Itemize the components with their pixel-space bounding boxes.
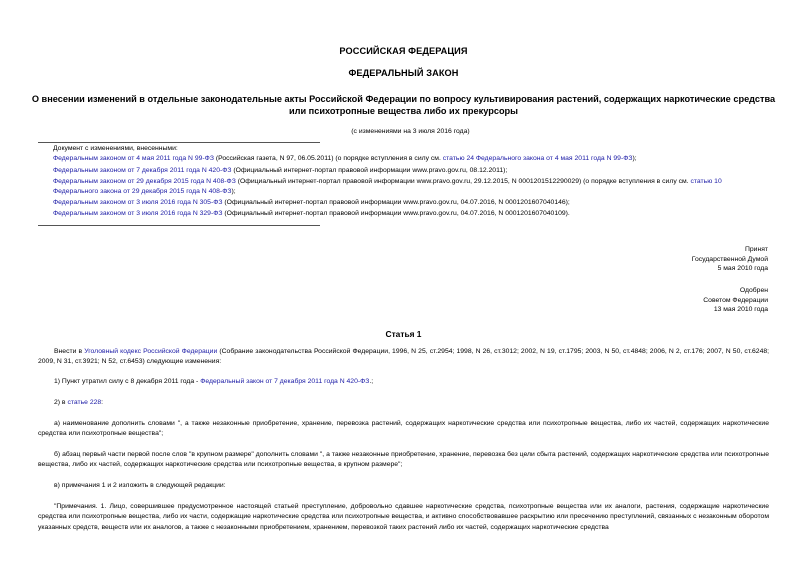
change-link-2[interactable]: Федеральным законом от 7 декабря 2011 года N 420-ФЗ bbox=[53, 167, 232, 174]
change-link-1[interactable]: Федеральным законом от 4 мая 2011 года N 99-ФЗ bbox=[53, 155, 214, 162]
article-paragraph-5: б) абзац первый части первой после слов "в крупном размере" дополнить словами ", а также незаконные приобретение, хранение, перевозка без цели сбыта растений, содержащих наркотические средства или психотропные вещества, либо их частей, содержащих наркотические средства или психотропные вещества, в крупном размере"; bbox=[38, 451, 769, 469]
law-420-link[interactable]: Федеральный закон от 7 декабря 2011 года N 420-ФЗ bbox=[200, 378, 370, 385]
article-paragraph-1: Внести в Уголовный кодекс Российской Федерации (Собрание законодательства Российской Федерации, 1996, N 25, ст.2954; 1998, N 26, ст.3012; 2002, N 19, ст.1795; 2003, N 50, ст.4848; 2006, N 2, ст.176; 2007, N 50, ст.6248; 2009, N 31, ст.3921; N 52, ст.6453) следующие изменения: bbox=[38, 348, 770, 366]
divider-bottom bbox=[38, 225, 320, 226]
change-item-4: Федеральным законом от 3 июля 2016 года N 305-ФЗ (Официальный интернет-портал правовой информации www.pravo.gov.ru, 04.07.2016, N 0001201607040146); bbox=[53, 199, 570, 206]
article-paragraph-7: "Примечания. 1. Лицо, совершившее предусмотренное настоящей статьей преступление, добровольно сдавшее наркотические средства, психотропные вещества или их аналоги, растения, содержащие наркотические средства или психотропные вещества, либо их части, содержащие наркотические средства или психотропные вещества, и активно способствовавшее раскрытию или пресечению преступлений, связанных с незаконным оборотом указанных средств, веществ или их аналогов, а также с незаконными приобретением, хранением, перевозкой таких растений либо их частей, содержащих наркотические средства bbox=[38, 503, 769, 531]
article-paragraph-6: в) примечания 1 и 2 изложить в следующей редакции: bbox=[54, 482, 226, 489]
law-title-line-2: или психотропные вещества либо их прекурсоры bbox=[288, 105, 519, 116]
country-heading: РОССИЙСКАЯ ФЕДЕРАЦИЯ bbox=[339, 46, 468, 56]
approved-by: Советом Федерации bbox=[703, 296, 768, 304]
edition-note: (с изменениями на 3 июля 2016 года) bbox=[351, 128, 470, 135]
approved-label: Одобрен bbox=[739, 287, 768, 294]
article-heading: Статья 1 bbox=[385, 329, 422, 339]
approved-date: 13 мая 2010 года bbox=[713, 306, 768, 314]
criminal-code-link[interactable]: Уголовный кодекс Российской Федерации bbox=[84, 348, 218, 355]
change-link-3b[interactable]: статью 10 bbox=[690, 178, 722, 185]
change-item-3-cont: Федерального закона от 29 декабря 2015 года N 408-ФЗ); bbox=[53, 188, 236, 195]
change-link-3c[interactable]: Федерального закона от 29 декабря 2015 года N 408-ФЗ bbox=[53, 188, 232, 195]
accepted-date: 5 мая 2010 года bbox=[717, 265, 768, 273]
law-type-heading: ФЕДЕРАЛЬНЫЙ ЗАКОН bbox=[348, 68, 459, 78]
adoption-duma bbox=[692, 245, 768, 274]
change-link-4[interactable]: Федеральным законом от 3 июля 2016 года N 305-ФЗ bbox=[53, 199, 223, 206]
change-item-3: Федеральным законом от 29 декабря 2015 года N 408-ФЗ (Официальный интернет-портал правовой информации www.pravo.gov.ru, 29.12.2015, N 0001201512290029) (о порядке вступления в силу см. статью 10 bbox=[53, 178, 722, 185]
changes-intro: Документ с изменениями, внесенными: bbox=[53, 145, 178, 152]
law-title-line-1: О внесении изменений в отдельные законодательные акты Российской Федерации по вопросу культивирования растений, содержащих наркотические средства bbox=[31, 94, 776, 104]
change-item-5: Федеральным законом от 3 июля 2016 года N 329-ФЗ (Официальный интернет-портал правовой информации www.pravo.gov.ru, 04.07.2016, N 0001201607040109). bbox=[53, 210, 570, 217]
change-link-1b[interactable]: статью 24 Федерального закона от 4 мая 2011 года N 99-ФЗ bbox=[442, 155, 633, 162]
article-228-link[interactable]: статье 228 bbox=[67, 399, 102, 406]
law-title bbox=[30, 94, 777, 117]
change-link-3[interactable]: Федеральным законом от 29 декабря 2015 года N 408-ФЗ bbox=[53, 178, 236, 185]
article-paragraph-2: 1) Пункт утратил силу с 8 декабря 2011 года - Федеральный закон от 7 декабря 2011 года N 420-ФЗ.; bbox=[54, 378, 374, 385]
accepted-by: Государственной Думой bbox=[691, 255, 768, 263]
article-paragraph-3: 2) в статье 228: bbox=[54, 399, 104, 406]
accepted-label: Принят bbox=[744, 246, 768, 253]
change-link-5[interactable]: Федеральным законом от 3 июля 2016 года N 329-ФЗ bbox=[53, 210, 223, 217]
article-paragraph-4: а) наименование дополнить словами ", а также незаконные приобретение, хранение, перевозка растений, содержащих наркотические средства или психотропные вещества, либо их частей, содержащих наркотические средства или психотропные вещества"; bbox=[38, 420, 769, 438]
change-item-2: Федеральным законом от 7 декабря 2011 года N 420-ФЗ (Официальный интернет-портал правовой информации www.pravo.gov.ru, 08.12.2011); bbox=[53, 167, 508, 174]
adoption-council bbox=[703, 286, 768, 315]
change-item-1: Федеральным законом от 4 мая 2011 года N 99-ФЗ (Российская газета, N 97, 06.05.2011) (о порядке вступления в силу см. статью 24 Федерального закона от 4 мая 2011 года N 99-ФЗ); bbox=[53, 155, 637, 162]
divider-top bbox=[38, 142, 320, 143]
